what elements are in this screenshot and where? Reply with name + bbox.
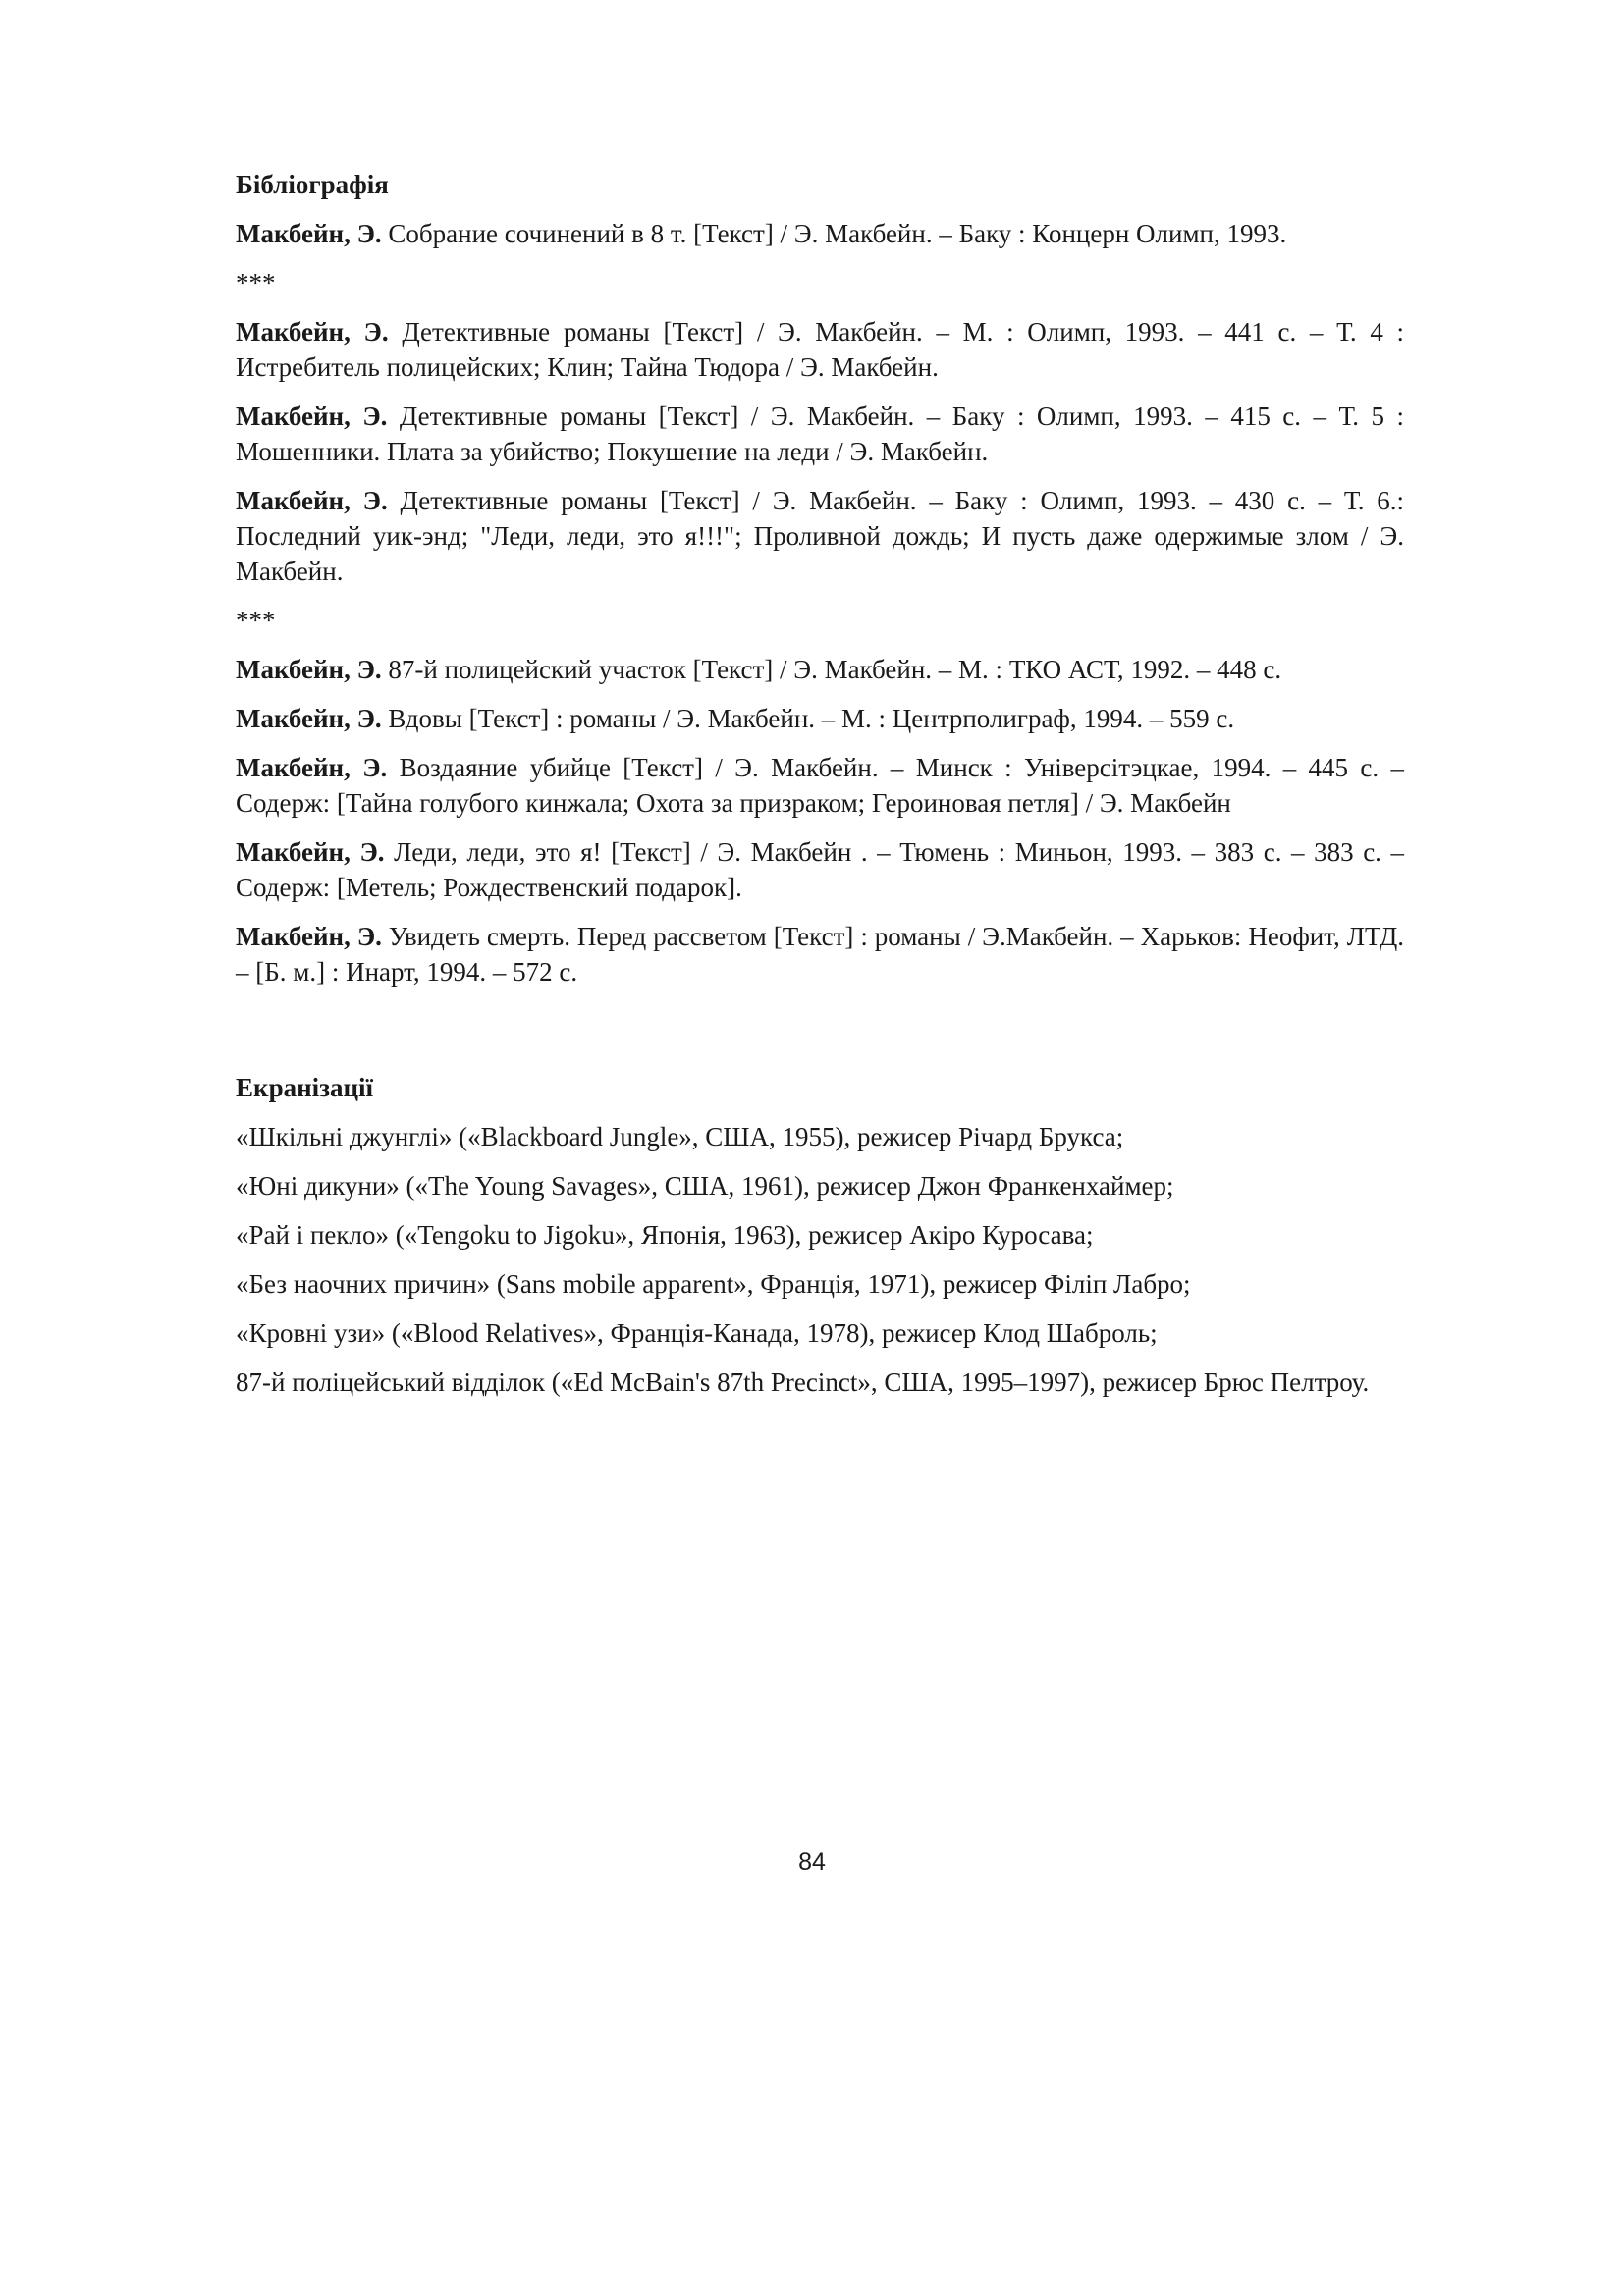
page-content bbox=[236, 167, 1404, 1414]
entry-author: Макбейн, Э. bbox=[236, 922, 382, 951]
entry-author: Макбейн, Э. bbox=[236, 219, 382, 248]
entry-text: Воздаяние убийце [Текст] / Э. Макбейн. – Минск : Універсітэцкае, 1994. – 445 с. – Содерж: [Тайна голубого кинжала; Охота за призраком; Героиновая петля] / Э. Макбейн bbox=[236, 753, 1405, 818]
entry-text: Детективные романы [Текст] / Э. Макбейн. – М. : Олимп, 1993. – 441 с. – Т. 4 : Истребитель полицейских; Клин; Тайна Тюдора / Э. Макбейн. bbox=[236, 317, 1405, 382]
entry-author: Макбейн, Э. bbox=[236, 486, 388, 515]
entry-text: 87-й полицейский участок [Текст] / Э. Макбейн. – М. : ТКО АСТ, 1992. – 448 с. bbox=[381, 655, 1282, 684]
section-separator: *** bbox=[236, 268, 276, 297]
entry-author: Макбейн, Э. bbox=[236, 655, 382, 684]
adaptation-entry: «Рай і пекло» («Tengoku to Jigoku», Японія, 1963), режисер Акіро Куросава; bbox=[236, 1220, 1094, 1250]
entry-text: Вдовы [Текст] : романы / Э. Макбейн. – М. : Центрполиграф, 1994. – 559 с. bbox=[381, 704, 1235, 733]
entry-author: Макбейн, Э. bbox=[236, 753, 388, 782]
entry-text: Увидеть смерть. Перед рассветом [Текст] : романы / Э.Макбейн. – Харьков: Неофит, ЛТД. – [Б. м.] : Инарт, 1994. – 572 с. bbox=[236, 922, 1405, 987]
entry-text: Леди, леди, это я! [Текст] / Э. Макбейн . – Тюмень : Миньон, 1993. – 383 с. – 383 с. – Содерж: [Метель; Рождественский подарок]. bbox=[236, 837, 1405, 902]
bibliography-entry bbox=[236, 483, 1404, 589]
entry-author: Макбейн, Э. bbox=[236, 401, 388, 431]
page-number: 84 bbox=[798, 1848, 826, 1876]
bibliography-entry bbox=[236, 701, 1404, 736]
section-separator: *** bbox=[236, 606, 276, 635]
entry-text: Собрание сочинений в 8 т. [Текст] / Э. Макбейн. – Баку : Концерн Олимп, 1993. bbox=[381, 219, 1287, 248]
bibliography-entry bbox=[236, 834, 1404, 905]
section-gap bbox=[236, 1003, 1404, 1070]
bibliography-entry bbox=[236, 919, 1404, 989]
bibliography-entry bbox=[236, 652, 1404, 687]
entry-text: Детективные романы [Текст] / Э. Макбейн. – Баку : Олимп, 1993. – 430 с. – Т. 6.: Последний уик-энд; "Леди, леди, это я!!!"; Проливной дождь; И пусть даже одержимые злом / Э. Макбейн. bbox=[236, 486, 1405, 586]
entry-author: Макбейн, Э. bbox=[236, 837, 385, 867]
entry-author: Макбейн, Э. bbox=[236, 317, 389, 347]
bibliography-entry bbox=[236, 314, 1404, 385]
adaptation-entry: «Юні дикуни» («The Young Savages», США, 1961), режисер Джон Франкенхаймер; bbox=[236, 1171, 1174, 1201]
adaptations-heading: Екранізації bbox=[236, 1073, 374, 1102]
adaptation-entry: «Кровні узи» («Blood Relatives», Франція-Канада, 1978), режисер Клод Шаброль; bbox=[236, 1318, 1158, 1348]
adaptation-entry: 87-й поліцейський відділок («Ed McBain's 87th Precinct», США, 1995–1997), режисер Брюс Пелтроу. bbox=[236, 1367, 1370, 1397]
adaptation-entry: «Без наочних причин» (Sans mobile apparent», Франція, 1971), режисер Філіп Лабро; bbox=[236, 1269, 1191, 1299]
entry-text: Детективные романы [Текст] / Э. Макбейн. – Баку : Олимп, 1993. – 415 с. – Т. 5 : Мошенники. Плата за убийство; Покушение на леди / Э. Макбейн. bbox=[236, 401, 1405, 466]
bibliography-entry bbox=[236, 216, 1404, 251]
bibliography-entry bbox=[236, 399, 1404, 469]
bibliography-entry bbox=[236, 750, 1404, 821]
bibliography-heading: Бібліографія bbox=[236, 170, 389, 199]
adaptation-entry: «Шкільні джунглі» («Blackboard Jungle», США, 1955), режисер Річард Брукса; bbox=[236, 1122, 1124, 1151]
entry-author: Макбейн, Э. bbox=[236, 704, 382, 733]
